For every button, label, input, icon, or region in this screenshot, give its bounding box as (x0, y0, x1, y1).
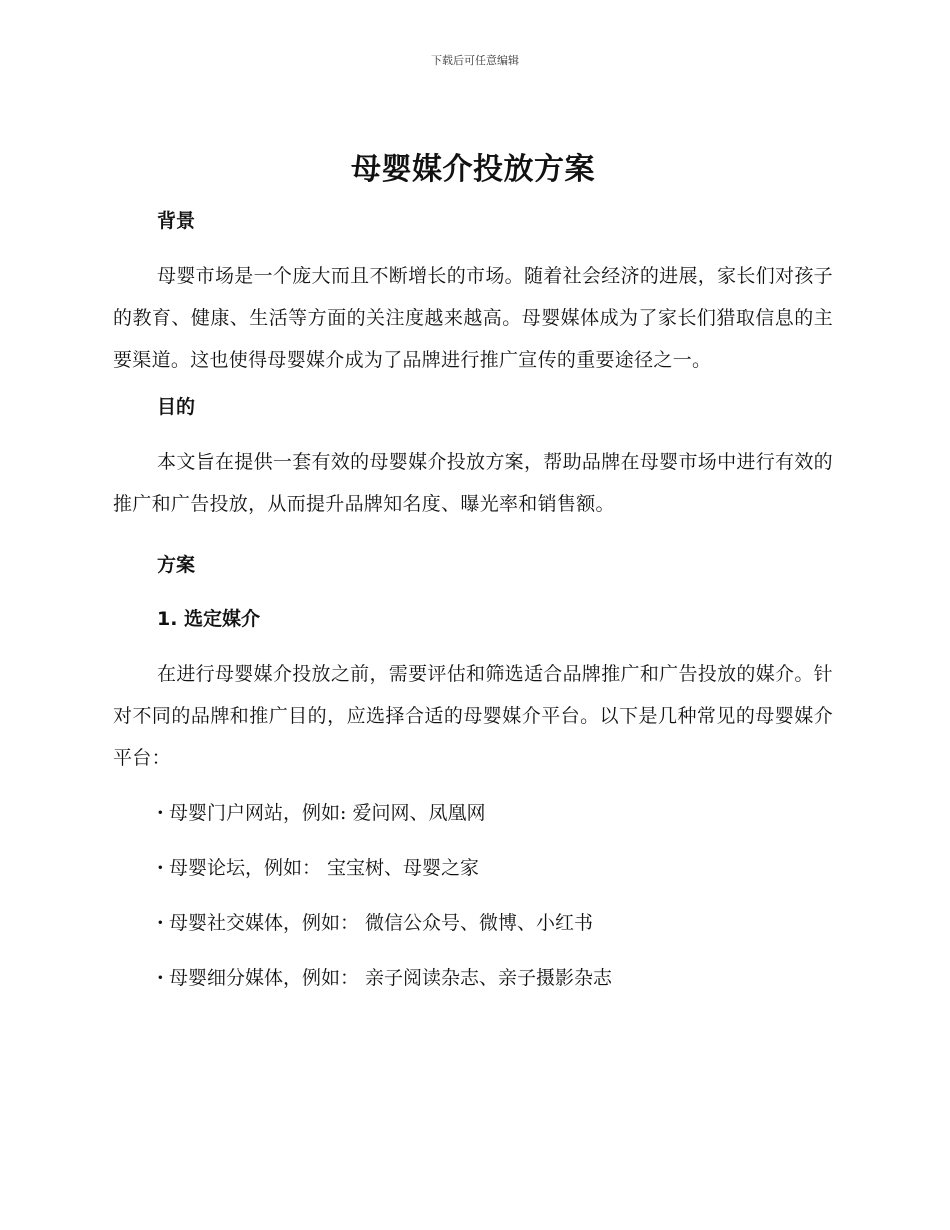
bullet-symbol: · (157, 802, 164, 824)
list-item (157, 799, 833, 827)
document-title: 母婴媒介投放方案 (351, 152, 595, 187)
bullet-symbol: · (157, 857, 164, 879)
subheading-select-media: 1. 选定媒介 (157, 608, 261, 630)
bullet-symbol: · (157, 912, 164, 934)
header-note: 下载后可任意编辑 (431, 54, 519, 67)
section-heading-background: 背景 (157, 210, 196, 232)
background-paragraph: 母婴市场是一个庞大而且不断增长的市场。随着社会经济的进展，家长们对孩子的教育、健康、生活等方面的关注度越来越高。母婴媒体成为了家长们猎取信息的主要渠道。这也使得母婴媒介成为了品牌进行推广宣传的重要途径之一。 (113, 265, 833, 371)
list-item (157, 964, 833, 992)
list-item (157, 909, 833, 937)
list-item-text: 母婴社交媒体，例如： 微信公众号、微博、小红书 (169, 912, 594, 934)
document-content (113, 146, 833, 1019)
list-item-text: 母婴门户网站，例如: 爱问网、凤凰网 (169, 802, 486, 824)
bullet-symbol: · (157, 967, 164, 989)
plan-paragraph: 在进行母婴媒介投放之前，需要评估和筛选适合品牌推广和广告投放的媒介。针对不同的品牌和推广目的，应选择合适的母婴媒介平台。以下是几种常见的母婴媒介平台： (113, 663, 833, 769)
section-heading-purpose: 目的 (157, 396, 196, 418)
purpose-paragraph: 本文旨在提供一套有效的母婴媒介投放方案，帮助品牌在母婴市场中进行有效的推广和广告投放，从而提升品牌知名度、曝光率和销售额。 (113, 451, 833, 515)
section-heading-plan: 方案 (157, 554, 196, 576)
list-item (157, 854, 833, 882)
list-item-text: 母婴细分媒体，例如： 亲子阅读杂志、亲子摄影杂志 (169, 967, 613, 989)
media-platform-list (113, 799, 833, 992)
list-item-text: 母婴论坛，例如： 宝宝树、母婴之家 (169, 857, 480, 879)
